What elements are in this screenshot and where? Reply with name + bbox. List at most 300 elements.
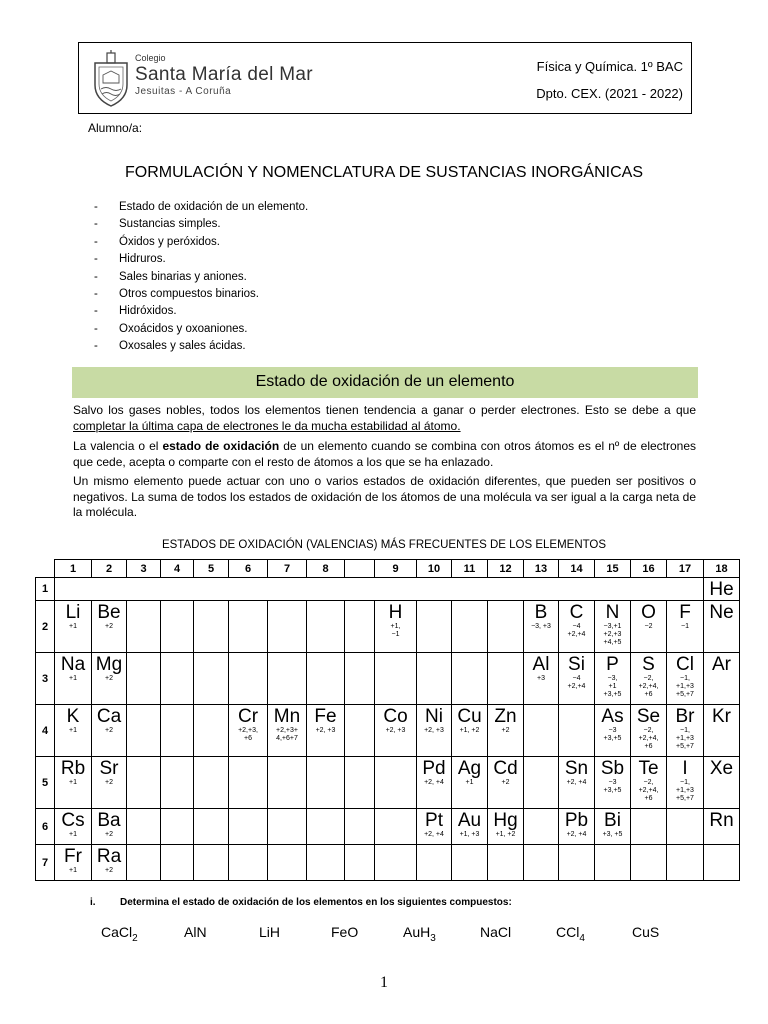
oxidation-states: +1 xyxy=(69,867,77,874)
oxidation-states: +2, +4 xyxy=(566,779,587,786)
oxidation-states: −1, +1,+3 +5,+7 xyxy=(676,727,694,750)
empty-cell xyxy=(631,809,667,845)
corner-cell xyxy=(36,560,55,578)
element-symbol: C xyxy=(569,602,584,623)
compound-formula xyxy=(556,924,585,944)
empty-cell xyxy=(161,653,194,705)
paragraph-1-underlined: completar la última capa de electrones le da mucha estabilidad al átomo. xyxy=(73,418,461,433)
oxidation-states: −3, +3 xyxy=(531,623,551,630)
element-symbol: Mg xyxy=(95,654,123,675)
element-symbol: Co xyxy=(383,706,408,727)
empty-cell xyxy=(307,845,345,881)
empty-cell xyxy=(127,757,161,809)
empty-cell xyxy=(161,809,194,845)
empty-cell xyxy=(229,653,268,705)
group-header: 17 xyxy=(667,560,704,578)
empty-cell xyxy=(127,845,161,881)
element-symbol: P xyxy=(606,654,619,675)
compound-formula xyxy=(480,924,511,940)
compound-formula xyxy=(331,924,358,940)
element-symbol: Si xyxy=(568,654,585,675)
element-symbol: Hg xyxy=(493,810,518,831)
period-label: 2 xyxy=(36,601,55,653)
element-cell xyxy=(524,653,559,705)
oxidation-states: +1 xyxy=(69,727,77,734)
element-cell xyxy=(417,809,452,845)
page-title: FORMULACIÓN Y NOMENCLATURA DE SUSTANCIAS INORGÁNICAS xyxy=(124,164,643,181)
element-cell xyxy=(375,705,417,757)
element-cell xyxy=(595,705,631,757)
oxidation-states: +2 xyxy=(105,675,113,682)
empty-cell xyxy=(345,845,375,881)
oxidation-states: −1, +1,+3 +5,+7 xyxy=(676,675,694,698)
empty-cell xyxy=(667,845,704,881)
element-symbol: Br xyxy=(675,706,695,727)
compound-formula xyxy=(632,924,659,940)
element-cell xyxy=(704,809,740,845)
empty-cell xyxy=(194,705,229,757)
element-cell xyxy=(92,653,127,705)
exercise-text: Determina el estado de oxidación de los elementos en los siguientes compuestos: xyxy=(120,897,512,908)
compound-formula xyxy=(101,924,138,944)
element-symbol: Ag xyxy=(457,758,482,779)
empty-cell xyxy=(631,845,667,881)
exercise-number: i. xyxy=(90,897,96,908)
oxidation-states: +2 xyxy=(105,727,113,734)
empty-cell xyxy=(345,757,375,809)
topic-text: Óxidos y peróxidos. xyxy=(119,235,220,248)
group-header-row xyxy=(36,560,740,578)
empty-cell xyxy=(229,845,268,881)
empty-cell xyxy=(268,653,307,705)
element-cell xyxy=(667,601,704,653)
element-cell xyxy=(524,601,559,653)
topic-item xyxy=(94,199,308,216)
student-label: Alumno/a: xyxy=(88,121,143,135)
paragraph-1 xyxy=(73,403,696,434)
topic-text: Hidróxidos. xyxy=(119,305,177,318)
period-row xyxy=(36,578,740,601)
element-symbol: Te xyxy=(638,758,659,779)
paragraph-1-text: Salvo los gases nobles, todos los elementos tienen tendencia a ganar o perder electrones. Esto se debe a que xyxy=(73,403,696,417)
element-cell xyxy=(704,578,740,601)
period-row xyxy=(36,705,740,757)
element-cell xyxy=(631,653,667,705)
element-symbol: Ra xyxy=(96,846,122,867)
oxidation-states: +2 xyxy=(105,623,113,630)
element-symbol: Cs xyxy=(61,810,85,831)
empty-span-cell xyxy=(55,578,704,601)
empty-cell xyxy=(375,809,417,845)
element-cell xyxy=(559,809,595,845)
bullet-dash: - xyxy=(94,287,98,300)
element-cell xyxy=(595,757,631,809)
oxidation-states: −2 xyxy=(644,623,653,630)
element-cell xyxy=(307,705,345,757)
empty-cell xyxy=(375,845,417,881)
oxidation-states: +2, +3 xyxy=(424,727,444,734)
empty-cell xyxy=(127,705,161,757)
oxidation-states: +2, +4 xyxy=(566,831,587,838)
topic-item xyxy=(94,338,308,355)
element-cell xyxy=(704,705,740,757)
oxidation-states: +1 xyxy=(69,623,77,630)
oxidation-states: +1, +3 xyxy=(459,831,480,838)
group-header: 10 xyxy=(417,560,452,578)
oxidation-states: +1, +2 xyxy=(495,831,516,838)
empty-cell xyxy=(268,601,307,653)
element-symbol: As xyxy=(601,706,624,727)
oxidation-states: +1, +2 xyxy=(459,727,480,734)
oxidation-states: +2, +4 xyxy=(424,779,444,786)
department: Dpto. CEX. (2021 - 2022) xyxy=(536,86,683,101)
element-symbol: Bi xyxy=(604,810,621,831)
element-cell xyxy=(559,601,595,653)
element-symbol: Pt xyxy=(425,810,443,831)
oxidation-states: +2, +3 xyxy=(385,727,406,734)
school-name-block xyxy=(135,53,313,97)
group-header: 11 xyxy=(452,560,488,578)
element-symbol: Ni xyxy=(425,706,443,727)
empty-cell xyxy=(161,757,194,809)
element-cell xyxy=(55,705,92,757)
element-symbol: S xyxy=(642,654,655,675)
oxidation-states: −3, +1 +3,+5 xyxy=(603,675,622,698)
element-cell xyxy=(452,757,488,809)
element-cell xyxy=(559,653,595,705)
oxidation-states: +1 xyxy=(465,779,474,786)
oxidation-states: −4 +2,+4 xyxy=(567,623,586,638)
element-cell xyxy=(631,705,667,757)
bullet-dash: - xyxy=(94,340,98,353)
element-symbol: Zn xyxy=(494,706,517,727)
compound-formula xyxy=(184,924,207,940)
empty-cell xyxy=(161,601,194,653)
oxidation-states: −3 +3,+5 xyxy=(603,727,622,742)
element-cell xyxy=(488,809,524,845)
compound-base: CaCl xyxy=(101,924,133,940)
topic-item xyxy=(94,286,308,303)
empty-cell xyxy=(452,845,488,881)
element-symbol: Kr xyxy=(712,706,731,727)
empty-cell xyxy=(524,845,559,881)
topic-list xyxy=(94,199,308,356)
group-header: 12 xyxy=(488,560,524,578)
element-symbol: F xyxy=(679,602,691,623)
empty-cell xyxy=(229,809,268,845)
empty-cell xyxy=(452,653,488,705)
element-cell xyxy=(488,705,524,757)
group-header: 7 xyxy=(268,560,307,578)
period-label: 6 xyxy=(36,809,55,845)
empty-cell xyxy=(667,809,704,845)
element-cell xyxy=(667,653,704,705)
element-symbol: H xyxy=(388,602,403,623)
group-header: 16 xyxy=(631,560,667,578)
element-cell xyxy=(268,705,307,757)
element-cell xyxy=(595,601,631,653)
oxidation-states: −2, +2,+4, +6 xyxy=(638,779,659,802)
empty-cell xyxy=(307,809,345,845)
bullet-dash: - xyxy=(94,270,98,283)
group-header: 15 xyxy=(595,560,631,578)
empty-cell xyxy=(345,809,375,845)
compound-base: NaCl xyxy=(480,924,512,940)
element-symbol: Pd xyxy=(422,758,446,779)
school-crest-icon xyxy=(89,49,133,109)
bullet-dash: - xyxy=(94,201,98,213)
element-symbol: Cl xyxy=(676,654,694,675)
topic-item xyxy=(94,303,308,320)
oxidation-states: +2,+3+ 4,+6+7 xyxy=(276,727,298,742)
empty-cell xyxy=(161,705,194,757)
compound-base: CuS xyxy=(632,924,660,940)
topic-text: Oxosales y sales ácidas. xyxy=(119,340,246,353)
element-symbol: Xe xyxy=(709,758,734,779)
group-header: 3 xyxy=(127,560,161,578)
oxidation-states: +2 xyxy=(501,727,510,734)
oxidation-states: +1 xyxy=(69,779,77,786)
empty-cell xyxy=(194,757,229,809)
element-cell xyxy=(667,757,704,809)
element-symbol: Ca xyxy=(96,706,122,727)
element-symbol: B xyxy=(534,602,548,623)
element-symbol: K xyxy=(66,706,80,727)
course-name: Física y Química. 1º BAC xyxy=(536,59,683,74)
empty-cell xyxy=(127,809,161,845)
element-symbol: Rn xyxy=(709,810,734,831)
topic-text: Otros compuestos binarios. xyxy=(119,287,259,300)
oxidation-states: −3,+1 +2,+3 +4,+5 xyxy=(603,623,622,646)
empty-cell xyxy=(559,845,595,881)
topic-text: Sustancias simples. xyxy=(119,218,221,231)
page-number: 1 xyxy=(380,974,388,991)
compound-subscript: 4 xyxy=(579,932,585,944)
element-symbol: Au xyxy=(457,810,482,831)
element-cell xyxy=(704,601,740,653)
empty-cell xyxy=(194,809,229,845)
compound-base: LiH xyxy=(259,924,281,940)
exercise-instruction xyxy=(90,897,512,908)
compound-formula xyxy=(403,924,436,944)
element-cell xyxy=(55,653,92,705)
compound-base: AlN xyxy=(184,924,207,940)
school-location: Jesuitas - A Coruña xyxy=(135,86,232,97)
empty-cell xyxy=(375,757,417,809)
element-symbol: Ne xyxy=(709,602,734,623)
empty-cell xyxy=(194,845,229,881)
element-symbol: Be xyxy=(97,602,121,623)
compound-subscript: 2 xyxy=(132,932,138,944)
oxidation-states: +3, +5 xyxy=(602,831,623,838)
compound-base: FeO xyxy=(331,924,359,940)
oxidation-states: +2 xyxy=(501,779,510,786)
empty-cell xyxy=(229,601,268,653)
group-header: 14 xyxy=(559,560,595,578)
oxidation-states: −1, +1,+3 +5,+7 xyxy=(676,779,694,802)
oxidation-states: +1 xyxy=(69,831,77,838)
period-row xyxy=(36,757,740,809)
period-row xyxy=(36,653,740,705)
empty-cell xyxy=(345,705,375,757)
paragraph-2-text-a: La valencia o el xyxy=(73,439,163,453)
topic-item xyxy=(94,234,308,251)
element-cell xyxy=(92,601,127,653)
school-label: Colegio xyxy=(135,53,166,63)
empty-cell xyxy=(127,653,161,705)
empty-cell xyxy=(595,845,631,881)
element-cell xyxy=(595,653,631,705)
group-header: 5 xyxy=(194,560,229,578)
element-symbol: He xyxy=(709,579,734,600)
element-symbol: Cd xyxy=(493,758,518,779)
section-title: Estado de oxidación de un elemento xyxy=(72,367,698,398)
element-symbol: Mn xyxy=(273,706,301,727)
topic-text: Hidruros. xyxy=(119,253,166,266)
bullet-dash: - xyxy=(94,253,98,266)
topic-text: Oxoácidos y oxoaniones. xyxy=(119,322,248,335)
group-header: 6 xyxy=(229,560,268,578)
oxidation-states: −4 +2,+4 xyxy=(567,675,586,690)
element-cell xyxy=(92,809,127,845)
element-cell xyxy=(92,845,127,881)
group-header: 1 xyxy=(55,560,92,578)
compound-base: AuH xyxy=(403,924,431,940)
empty-cell xyxy=(559,705,595,757)
bullet-dash: - xyxy=(94,322,98,335)
oxidation-states: −2, +2,+4, +6 xyxy=(638,727,659,750)
header-box xyxy=(78,42,692,114)
element-cell xyxy=(631,757,667,809)
element-symbol: Rb xyxy=(60,758,86,779)
paragraph-2 xyxy=(73,439,696,470)
paragraph-2-bold: estado de oxidación xyxy=(162,439,280,453)
element-cell xyxy=(55,601,92,653)
period-label: 7 xyxy=(36,845,55,881)
element-cell xyxy=(55,809,92,845)
oxidation-states: +1 xyxy=(69,675,77,682)
element-symbol: Ar xyxy=(712,654,731,675)
paragraph-2-text-c: de un elemento cuando se combina con otros átomos es el nº de electrones que cede, acepta o comparte con el resto de átomos a los que se ha enlazado. xyxy=(73,439,697,469)
element-cell xyxy=(559,757,595,809)
group-header: 9 xyxy=(375,560,417,578)
period-row xyxy=(36,601,740,653)
empty-cell xyxy=(704,845,740,881)
topic-text: Sales binarias y aniones. xyxy=(119,270,247,283)
topic-item xyxy=(94,321,308,338)
group-header: 18 xyxy=(704,560,740,578)
period-label: 3 xyxy=(36,653,55,705)
oxidation-states: +2, +3 xyxy=(315,727,336,734)
bullet-dash: - xyxy=(94,305,98,318)
element-cell xyxy=(452,809,488,845)
element-cell xyxy=(595,809,631,845)
element-symbol: O xyxy=(641,602,656,623)
element-symbol: Sr xyxy=(99,758,119,779)
empty-cell xyxy=(488,653,524,705)
group-header: 8 xyxy=(307,560,345,578)
empty-cell xyxy=(345,653,375,705)
course-info xyxy=(536,53,683,107)
oxidation-states: +2 xyxy=(105,867,113,874)
element-symbol: Na xyxy=(60,654,86,675)
element-cell xyxy=(667,705,704,757)
empty-cell xyxy=(307,601,345,653)
topic-item xyxy=(94,251,308,268)
element-symbol: I xyxy=(682,758,688,779)
period-label: 5 xyxy=(36,757,55,809)
element-cell xyxy=(375,601,417,653)
element-symbol: Ba xyxy=(97,810,121,831)
table-title: ESTADOS DE OXIDACIÓN (VALENCIAS) MÁS FRECUENTES DE LOS ELEMENTOS xyxy=(161,539,607,551)
element-cell xyxy=(488,757,524,809)
compound-subscript: 3 xyxy=(430,932,436,944)
topic-item xyxy=(94,216,308,233)
empty-cell xyxy=(375,653,417,705)
oxidation-states: −1 xyxy=(681,623,689,630)
empty-cell xyxy=(268,845,307,881)
oxidation-states: +3 xyxy=(537,675,545,682)
period-row xyxy=(36,809,740,845)
compound-formula xyxy=(259,924,280,940)
oxidation-states: −3 +3,+5 xyxy=(603,779,622,794)
empty-cell xyxy=(307,653,345,705)
period-row xyxy=(36,845,740,881)
empty-cell xyxy=(268,757,307,809)
element-cell xyxy=(92,757,127,809)
empty-cell xyxy=(488,845,524,881)
oxidation-states: +2 xyxy=(105,831,113,838)
element-symbol: N xyxy=(605,602,620,623)
empty-cell xyxy=(452,601,488,653)
periodic-table xyxy=(35,559,740,881)
element-cell xyxy=(452,705,488,757)
group-header: 4 xyxy=(161,560,194,578)
oxidation-states: −2, +2,+4, +6 xyxy=(638,675,659,698)
topic-text: Estado de oxidación de un elemento. xyxy=(119,201,309,213)
empty-cell xyxy=(194,601,229,653)
empty-cell xyxy=(417,601,452,653)
bullet-dash: - xyxy=(94,218,98,231)
element-symbol: Fr xyxy=(64,846,82,867)
empty-cell xyxy=(417,653,452,705)
oxidation-states: +2,+3, +6 xyxy=(238,727,258,742)
empty-cell xyxy=(307,757,345,809)
group-header: 13 xyxy=(524,560,559,578)
element-cell xyxy=(704,757,740,809)
period-label: 4 xyxy=(36,705,55,757)
element-cell xyxy=(704,653,740,705)
topic-item xyxy=(94,269,308,286)
empty-cell xyxy=(127,601,161,653)
empty-cell xyxy=(345,601,375,653)
group-header xyxy=(345,560,375,578)
empty-cell xyxy=(488,601,524,653)
element-cell xyxy=(631,601,667,653)
oxidation-states: +1, −1 xyxy=(390,623,401,638)
paragraph-3: Un mismo elemento puede actuar con uno o varios estados de oxidación diferentes, que pueden ser positivos o negativos. La suma de todos los estados de oxidación de los átomos de una molécula va ser igual a la carga neta de la molécula. xyxy=(73,474,696,519)
group-header: 2 xyxy=(92,560,127,578)
element-cell xyxy=(417,705,452,757)
compound-base: CCl xyxy=(556,924,580,940)
element-symbol: Fe xyxy=(314,706,337,727)
oxidation-states: +2, +4 xyxy=(424,831,444,838)
empty-cell xyxy=(268,809,307,845)
element-cell xyxy=(92,705,127,757)
element-symbol: Se xyxy=(636,706,661,727)
element-cell xyxy=(229,705,268,757)
empty-cell xyxy=(524,757,559,809)
